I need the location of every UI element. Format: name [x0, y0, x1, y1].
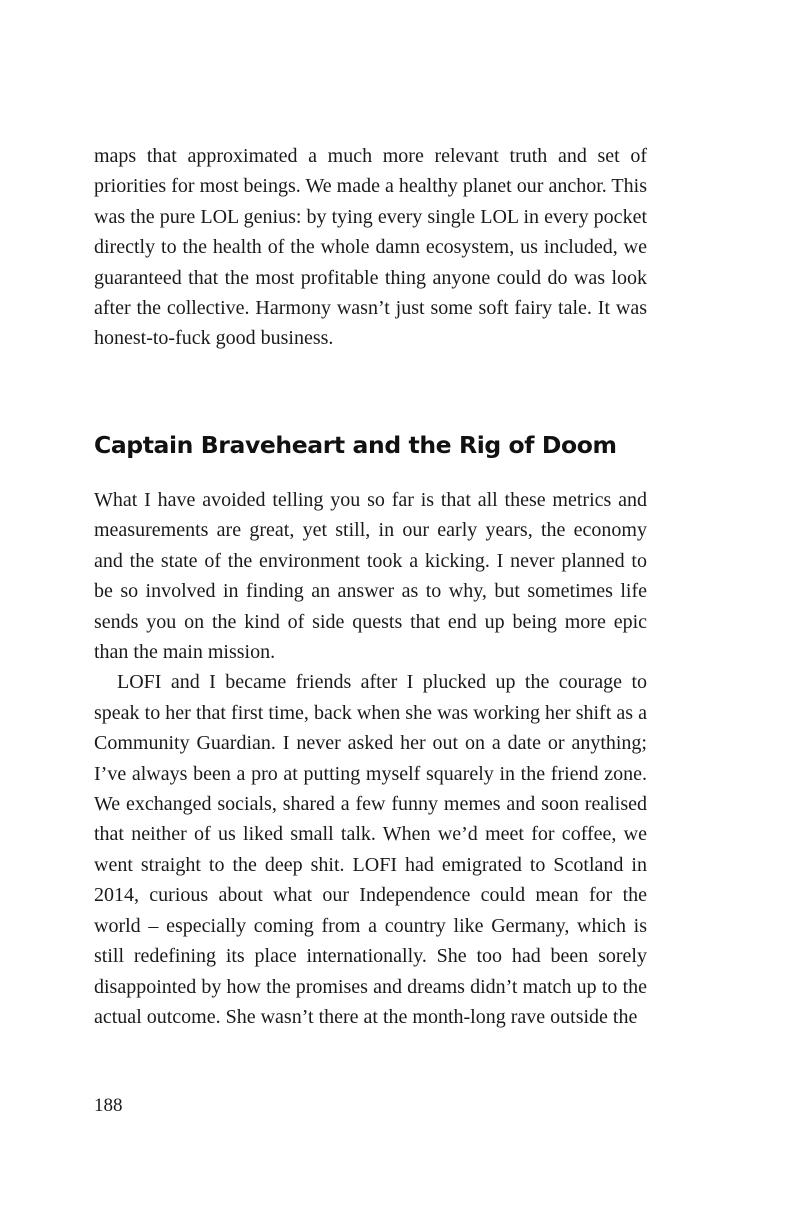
section-body	[94, 485, 647, 1032]
body-paragraph: LOFI and I became friends after I plucked up the courage to speak to her that first time, back when she was working her shift as a Community Guardian. I never asked her out on a date or anything; I’ve always been a pro at putting myself squarely in the friend zone. We exchanged socials, shared a few funny memes and soon realised that neither of us liked small talk. When we’d meet for coffee, we went straight to the deep shit. LOFI had emigrated to Scotland in 2014, curious about what our Independence could mean for the world – especially coming from a country like Germany, which is still redefining its place internationally. She too had been sorely disappointed by how the promises and dreams didn’t match up to the actual outcome. She wasn’t there at the month-long rave outside the	[94, 671, 647, 1028]
page-number: 188	[94, 1095, 123, 1116]
body-paragraph: maps that approximated a much more relevant truth and set of priorities for most beings. We made a healthy planet our anchor. This was the pure LOL genius: by tying every single LOL in every pocket directly to the health of the whole damn ecosystem, us included, we guaranteed that the most profitable thing anyone could do was look after the collective. Harmony wasn’t just some soft fairy tale. It was honest-to-fuck good business.	[94, 145, 647, 350]
body-paragraph: What I have avoided telling you so far is that all these metrics and measurements are great, yet still, in our early years, the economy and the state of the environment took a kicking. I never planned to be so involved in finding an answer as to why, but sometimes life sends you on the kind of side quests that end up being more epic than the main mission.	[94, 489, 647, 664]
section-heading: Captain Braveheart and the Rig of Doom	[94, 431, 617, 459]
continued-paragraph-block	[94, 141, 647, 354]
